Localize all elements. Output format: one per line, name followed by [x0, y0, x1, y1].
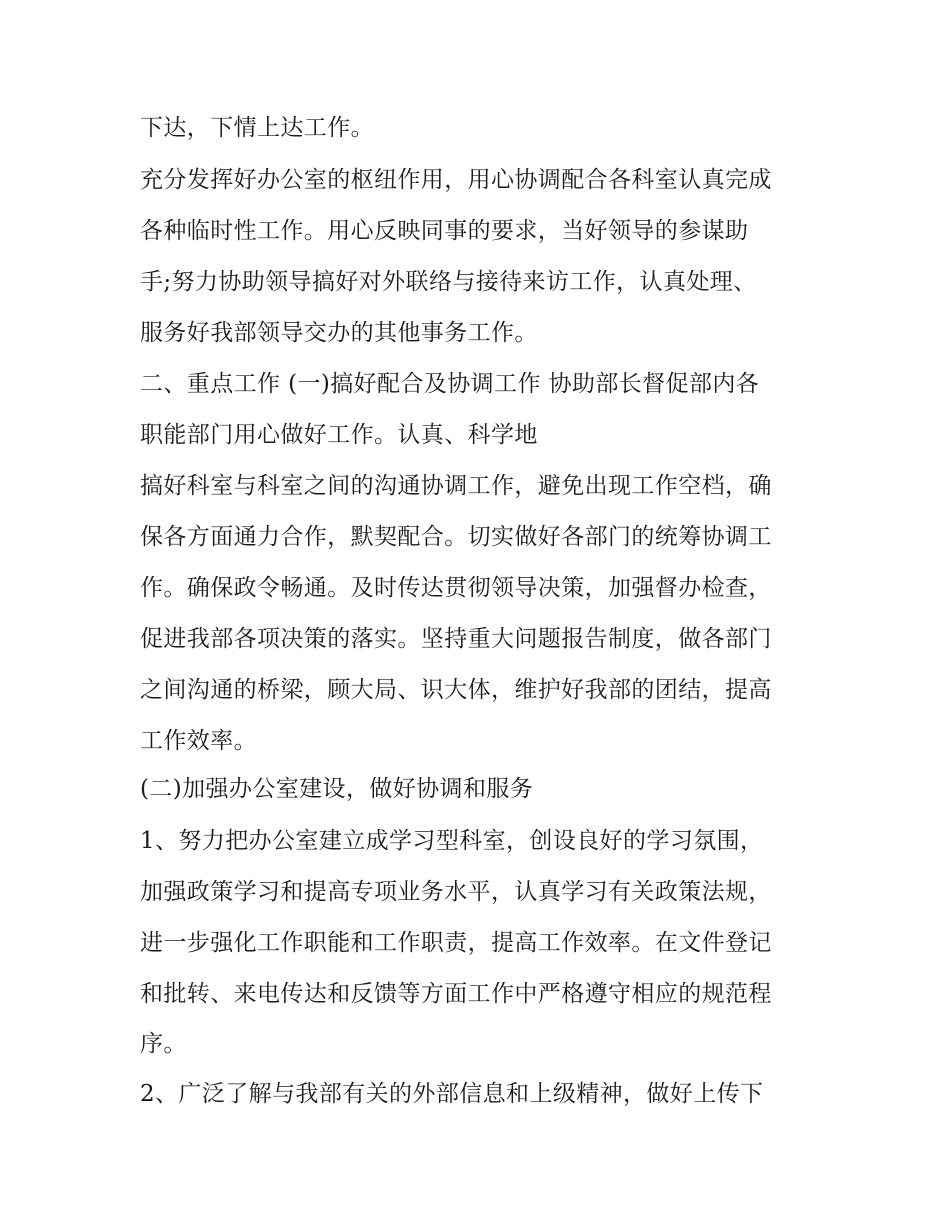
text-line: 加强政策学习和提高专项业务水平，认真学习有关政策法规， — [140, 879, 772, 905]
text-line: 之间沟通的桥梁，顾大局、识大体，维护好我部的团结，提高 — [140, 677, 772, 703]
text-line: 职能部门用心做好工作。认真、科学地 — [140, 422, 538, 448]
text-line: 搞好科室与科室之间的沟通协调工作，避免出现工作空档，确 — [140, 473, 772, 499]
text-line: 促进我部各项决策的落实。坚持重大问题报告制度，做各部门 — [140, 626, 772, 652]
text-line: 进一步强化工作职能和工作职责，提高工作效率。在文件登记 — [140, 930, 772, 956]
text-line: 和批转、来电传达和反馈等方面工作中严格遵守相应的规范程 — [140, 981, 772, 1007]
text-line: 序。 — [140, 1031, 187, 1057]
text-line: 服务好我部领导交办的其他事务工作。 — [140, 320, 538, 346]
text-line: (二)加强办公室建设，做好协调和服务 — [140, 776, 534, 802]
text-line: 各种临时性工作。用心反映同事的要求，当好领导的参谋助 — [140, 218, 749, 244]
text-line: 工作效率。 — [140, 728, 257, 754]
text-line: 2、广泛了解与我部有关的外部信息和上级精神，做好上传下 — [140, 1081, 764, 1107]
text-line: 充分发挥好办公室的枢纽作用，用心协调配合各科室认真完成 — [140, 167, 772, 193]
text-line: 手;努力协助领导搞好对外联络与接待来访工作，认真处理、 — [140, 269, 757, 295]
text-line: 保各方面通力合作，默契配合。切实做好各部门的统筹协调工 — [140, 524, 772, 550]
text-line: 下达，下情上达工作。 — [140, 115, 374, 141]
text-line: 作。确保政令畅通。及时传达贯彻领导决策，加强督办检查， — [140, 575, 772, 601]
text-line: 二、重点工作 (一)搞好配合及协调工作 协助部长督促部内各 — [140, 371, 760, 397]
text-line: 1、努力把办公室建立成学习型科室，创设良好的学习氛围， — [140, 828, 764, 854]
